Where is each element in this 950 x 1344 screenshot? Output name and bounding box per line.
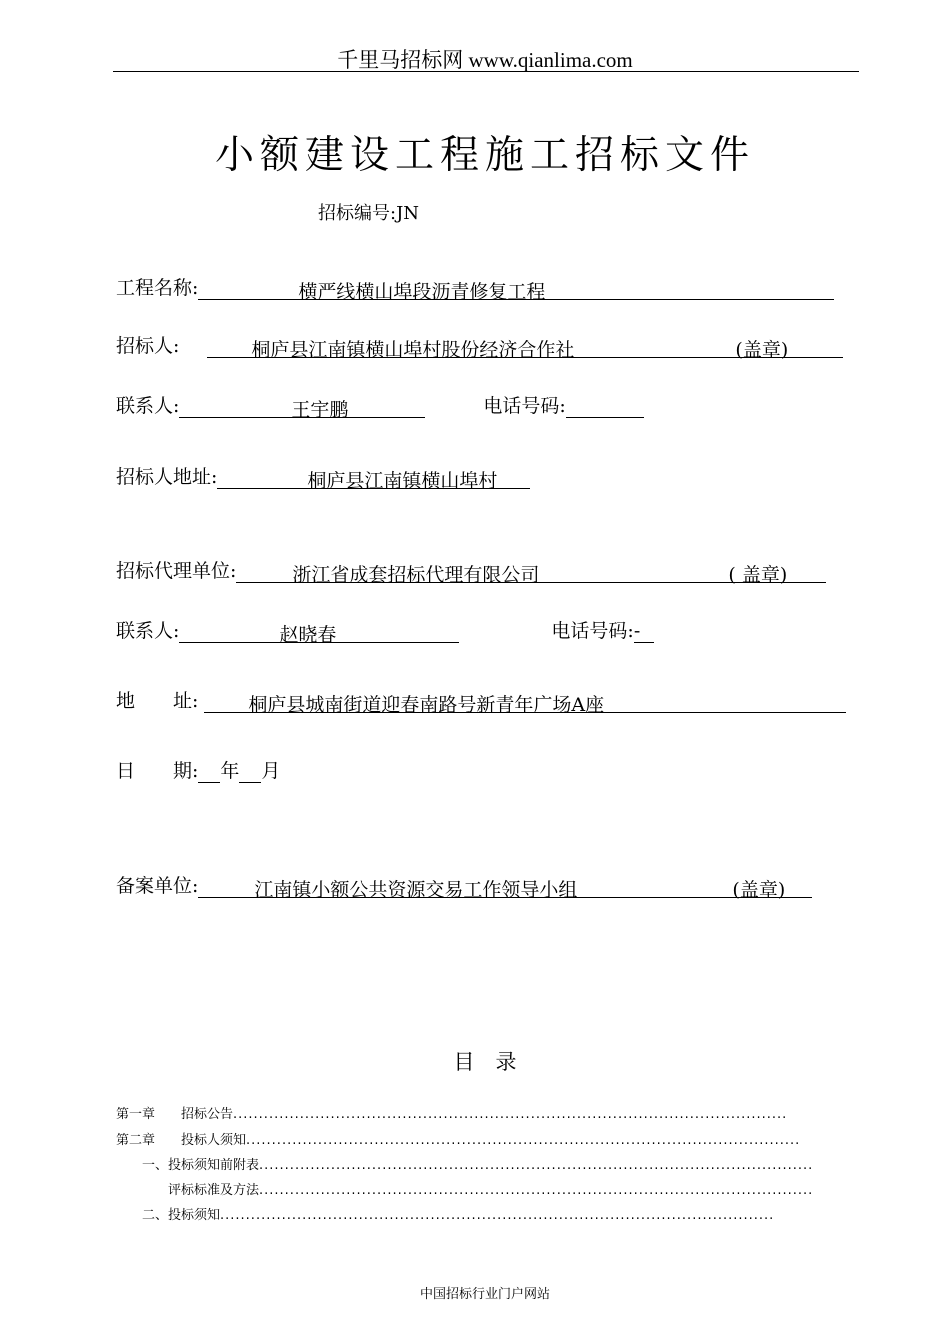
toc-heading: 目 录 — [453, 1050, 517, 1074]
filing-label: 备案单位: — [116, 875, 199, 897]
document-title: 小额建设工程施工招标文件 — [214, 133, 755, 178]
date-row — [116, 756, 280, 783]
date-month-unit: 月 — [261, 760, 281, 782]
address-underline — [204, 690, 846, 716]
header-site: 千里马招标网 www.qianlima.com — [337, 48, 633, 72]
filing-underline — [198, 875, 812, 901]
address-value: 桐庐县城南街道迎春南路号新青年广场A座 — [248, 694, 605, 716]
contact1-value: 王宇鹏 — [291, 399, 349, 421]
tenderer-underline — [207, 335, 843, 361]
toc-item-2[interactable] — [116, 1129, 856, 1148]
tenderer-address-row — [116, 462, 530, 492]
header-rule — [113, 71, 859, 72]
toc-dot-leader: ............................................................................................................ — [259, 1158, 814, 1173]
agency-seal: ( 盖章) — [728, 564, 788, 586]
project-name-row — [116, 273, 834, 303]
toc-item-4[interactable] — [116, 1179, 856, 1198]
tenderer-seal: (盖章) — [735, 339, 789, 361]
contact2-value: 赵晓春 — [279, 624, 337, 646]
project-name-label: 工程名称: — [116, 277, 199, 299]
contact2-row — [116, 616, 654, 646]
phone1-label: 电话号码: — [483, 395, 566, 417]
agency-row — [116, 556, 826, 586]
project-name-value: 横严线横山埠段沥青修复工程 — [298, 281, 546, 303]
date-label: 日 期: — [116, 760, 199, 782]
phone2-underline — [634, 620, 654, 643]
contact1-label: 联系人: — [116, 395, 180, 417]
date-month-blank — [239, 760, 261, 783]
toc-item-3-label: 一、投标须知前附表 — [116, 1158, 260, 1173]
toc-item-3[interactable] — [116, 1154, 856, 1173]
toc-dot-leader: ............................................................................................................ — [259, 1183, 814, 1198]
address-label: 地 址: — [116, 690, 199, 712]
project-name-underline — [198, 277, 834, 303]
footer-text: 中国招标行业门户网站 — [419, 1287, 550, 1302]
phone2-label: 电话号码: — [551, 620, 634, 642]
tenderer-label: 招标人: — [116, 335, 180, 357]
toc-item-1[interactable] — [116, 1103, 856, 1122]
toc-item-5[interactable] — [116, 1204, 856, 1223]
tenderer-address-value: 桐庐县江南镇横山埠村 — [307, 470, 498, 492]
filing-seal: (盖章) — [732, 879, 786, 901]
toc-dot-leader: ............................................................................................................ — [233, 1107, 788, 1122]
tenderer-value: 桐庐县江南镇横山埠村股份经济合作社 — [251, 339, 575, 361]
date-year-unit: 年 — [220, 760, 240, 782]
toc-item-5-label: 二、投标须知 — [116, 1208, 221, 1223]
phone1-underline — [566, 395, 644, 418]
toc-item-2-label: 第二章 投标人须知 — [116, 1133, 247, 1148]
bid-number: 招标编号:JN — [318, 203, 420, 224]
agency-value: 浙江省成套招标代理有限公司 — [292, 564, 540, 586]
contact1-underline — [179, 395, 425, 421]
contact2-underline — [179, 620, 459, 646]
phone2-value: - — [633, 620, 641, 642]
contact1-row — [116, 391, 644, 421]
agency-underline — [236, 560, 826, 586]
filing-value: 江南镇小额公共资源交易工作领导小组 — [254, 879, 578, 901]
toc-dot-leader: ............................................................................................................ — [246, 1133, 801, 1148]
filing-row — [116, 871, 812, 901]
toc-item-1-label: 第一章 招标公告 — [116, 1107, 234, 1122]
contact2-label: 联系人: — [116, 620, 180, 642]
tenderer-address-label: 招标人地址: — [116, 466, 218, 488]
tenderer-row — [116, 331, 843, 361]
address-row — [116, 686, 846, 716]
date-year-blank — [198, 760, 220, 783]
toc-dot-leader: ............................................................................................................ — [220, 1208, 775, 1223]
toc-item-4-label: 评标标准及方法 — [116, 1183, 260, 1198]
tenderer-address-underline — [217, 466, 530, 492]
agency-label: 招标代理单位: — [116, 560, 237, 582]
